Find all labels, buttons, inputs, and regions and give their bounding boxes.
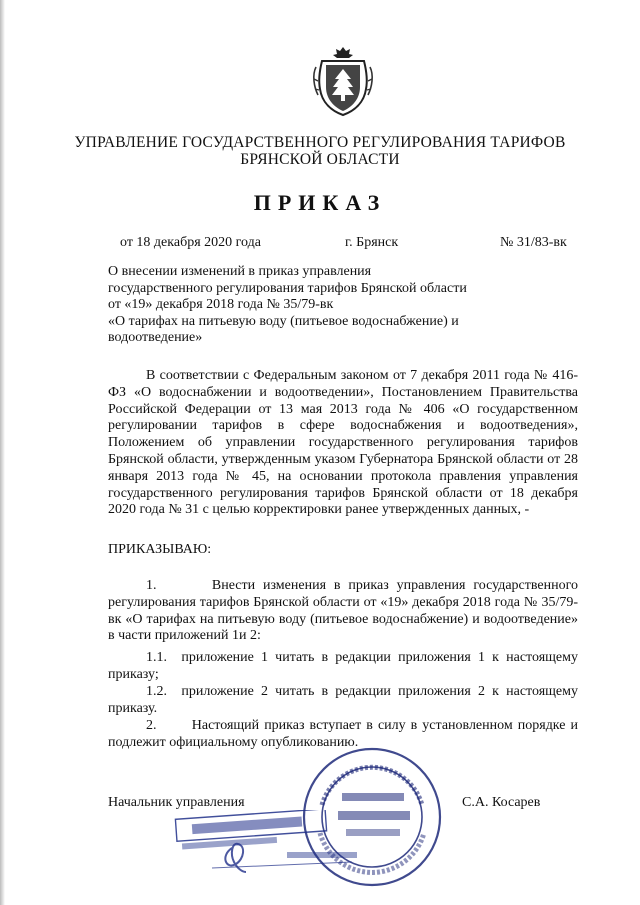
preamble-paragraph: В соответствии с Федеральным законом от 7 декабря 2011 года № 416-ФЗ «О водоснабжении и водоотведении», Постановлением Правительства Российской Федерации от 13 мая 2013 года № 406 «О государственном регулировании тарифов в сфере водоснабжения и водоотведения», Положением об управлении государственного регулирования тарифов Брянской области, утвержденным указом Губернатора Брянской области от 28 января 2013 года № 45, на основании протокола правления управления государственного регулирования тарифов Брянской области от 18 декабря 2020 года № 31 с целью корректировки ранее утвержденных данных, - [108,368,578,518]
document-city: г. Брянск [345,235,399,250]
subject-line: государственного регулирования тарифов Брянской области [108,280,467,296]
order-keyword: ПРИКАЗЫВАЮ: [108,542,212,557]
document-title: ПРИКАЗ [253,190,387,215]
item-number: 1.1. [146,650,167,665]
document-number: № 31/83-вк [500,235,567,250]
document-subject [108,264,488,347]
item-number: 1.2. [146,684,167,699]
subject-line: «О тарифах на питьевую воду (питьевое водоснабжение) и [108,313,459,329]
order-item-1 [108,578,578,645]
document-date: от 18 декабря 2020 года [120,235,261,250]
organization-name-line2: БРЯНСКОЙ ОБЛАСТИ [240,151,400,168]
order-item-1-1 [108,650,578,684]
item-text: приложение 2 читать в редакции приложения 2 к настоящему приказу. [108,684,578,716]
item-number: 2. [146,718,157,733]
item-text: Настоящий приказ вступает в силу в установленном порядке и подлежит официальному опубликованию. [108,718,579,750]
item-text: Внести изменения в приказ управления государственного регулирования тарифов Брянской области от «19» декабря 2018 года № 35/79-вк «О тарифах на питьевую воду (питьевое водоснабжение) и водоотведение» в части приложений 1и 2: [108,578,579,644]
subject-line: О внесении изменений в приказ управления [108,264,372,279]
organization-name-line1: УПРАВЛЕНИЕ ГОСУДАРСТВЕННОГО РЕГУЛИРОВАНИЯ ТАРИФОВ [74,134,566,151]
signatory-position: Начальник управления [108,795,245,810]
scan-edge-shadow [0,0,5,905]
coat-of-arms-icon [312,45,374,117]
subject-line: водоотведение» [108,330,203,346]
item-text: приложение 1 читать в редакции приложения 1 к настоящему приказу; [108,650,578,682]
item-number: 1. [146,578,157,593]
subject-line: от «19» декабря 2018 года № 35/79-вк [108,297,334,313]
signatory-name: С.А. Косарев [462,795,541,810]
order-item-1-2 [108,684,578,718]
copy-certified-stamp [172,810,382,876]
